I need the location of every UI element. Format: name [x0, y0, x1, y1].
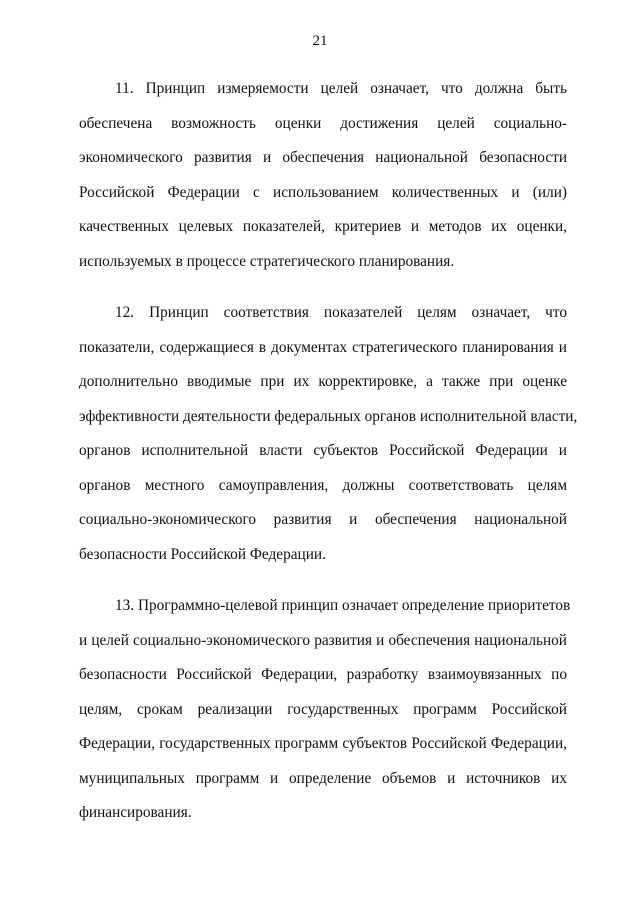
text-line: и целей социально-экономического развития и обеспечения национальной — [79, 631, 567, 649]
text-line: 11. Принцип измеряемости целей означает, что должна быть — [115, 80, 567, 97]
text-line: используемых в процессе стратегического планирования. — [79, 252, 455, 270]
text-line: финансирования. — [79, 804, 192, 821]
text-line: экономического развития и обеспечения национальной безопасности — [79, 149, 567, 166]
text-line: муниципальных программ и определение объемов и источников их — [79, 769, 567, 787]
text-line: обеспечена возможность оценки достижения целей социально- — [79, 114, 567, 132]
text-line: эффективности деятельности федеральных органов исполнительной власти, — [79, 407, 578, 425]
document-body — [79, 72, 578, 848]
paragraph-13 — [79, 589, 571, 831]
text-line: качественных целевых показателей, критериев и методов их оценки, — [79, 218, 567, 235]
paragraph-11 — [79, 72, 567, 279]
text-line: показатели, содержащиеся в документах стратегического планирования и — [79, 338, 567, 356]
text-line: дополнительно вводимые при их корректировке, а также при оценке — [79, 373, 567, 390]
text-line: целям, срокам реализации государственных программ Российской — [79, 700, 567, 718]
text-line: 13. Программно-целевой принцип означает определение приоритетов — [115, 597, 571, 614]
text-line: социально-экономического развития и обеспечения национальной — [79, 511, 567, 528]
text-line: органов исполнительной власти субъектов Российской Федерации и — [79, 442, 567, 459]
text-line: безопасности Российской Федерации. — [79, 545, 326, 563]
text-line: органов местного самоуправления, должны соответствовать целям — [79, 476, 567, 494]
text-line: Российской Федерации с использованием количественных и (или) — [79, 183, 567, 201]
text-line: Федерации, государственных программ субъектов Российской Федерации, — [79, 735, 567, 752]
text-line: 12. Принцип соответствия показателей целям означает, что — [115, 304, 567, 321]
page-number: 21 — [312, 33, 328, 49]
text-line: безопасности Российской Федерации, разработку взаимоувязанных по — [79, 666, 567, 683]
paragraph-12 — [79, 296, 578, 572]
